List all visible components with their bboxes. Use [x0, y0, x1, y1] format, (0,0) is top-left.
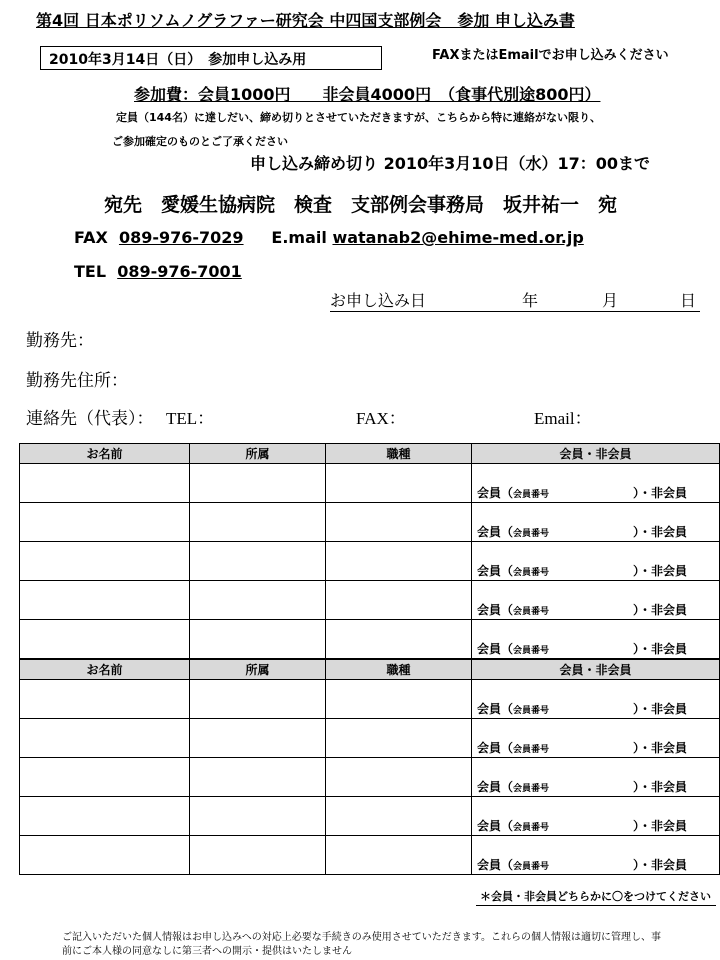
membership-cell[interactable]	[472, 719, 720, 758]
table-row	[20, 719, 720, 758]
tel-number: 089-976-7001	[117, 262, 242, 281]
membership-cell[interactable]	[472, 797, 720, 836]
workplace-address-field[interactable]: 勤務先住所：	[26, 371, 128, 391]
table-header-row	[20, 660, 720, 680]
name-cell[interactable]	[20, 542, 190, 581]
member-option: 会員（	[477, 603, 514, 617]
affiliation-cell[interactable]	[190, 680, 326, 719]
membership-cell[interactable]	[472, 542, 720, 581]
occupation-cell[interactable]	[326, 758, 472, 797]
non-member-option: ）・非会員	[633, 525, 688, 539]
contact-tel-label: TEL：	[166, 409, 215, 428]
membership-cell[interactable]	[472, 758, 720, 797]
name-cell[interactable]	[20, 503, 190, 542]
occupation-cell[interactable]	[326, 581, 472, 620]
table-row	[20, 797, 720, 836]
event-date-box: 2010年3月14日（日） 参加申し込み用	[40, 46, 382, 70]
destination: 宛先 愛媛生協病院 検査 支部例会事務局 坂井祐一 宛	[104, 194, 618, 216]
month-label: 月	[602, 291, 619, 310]
table-row	[20, 464, 720, 503]
application-date-label: お申し込み日	[330, 291, 427, 310]
table-header-row	[20, 444, 720, 464]
member-footnote: ＊会員・非会員どちらかに〇をつけてください	[476, 888, 716, 906]
tel-label: TEL	[74, 262, 107, 281]
non-member-option: ）・非会員	[633, 741, 688, 755]
occupation-cell[interactable]	[326, 719, 472, 758]
non-member-option: ）・非会員	[633, 780, 688, 794]
contact-label: 連絡先（代表）：	[26, 409, 154, 429]
table-row	[20, 503, 720, 542]
fax-email-row	[74, 228, 584, 247]
member-number-label: 会員番号	[513, 784, 550, 794]
registration-table-1	[19, 443, 720, 659]
name-cell[interactable]	[20, 758, 190, 797]
column-header: 職種	[326, 444, 472, 464]
email-label: E.mail	[271, 228, 327, 247]
occupation-cell[interactable]	[326, 797, 472, 836]
name-cell[interactable]	[20, 680, 190, 719]
member-number-label: 会員番号	[513, 823, 550, 833]
table-row	[20, 581, 720, 620]
member-number-label: 会員番号	[513, 568, 550, 578]
affiliation-cell[interactable]	[190, 719, 326, 758]
member-number-label: 会員番号	[513, 529, 550, 539]
membership-cell[interactable]	[472, 464, 720, 503]
submission-method-note: FAXまたはEmailでお申し込みください	[432, 48, 669, 63]
column-header: 職種	[326, 660, 472, 680]
occupation-cell[interactable]	[326, 464, 472, 503]
non-member-option: ）・非会員	[633, 486, 688, 500]
table-row	[20, 836, 720, 875]
member-number-label: 会員番号	[513, 490, 550, 500]
member-number-label: 会員番号	[513, 745, 550, 755]
fax-number: 089-976-7029	[118, 228, 244, 247]
member-option: 会員（	[477, 819, 514, 833]
column-header: 会員・非会員	[472, 660, 720, 680]
affiliation-cell[interactable]	[190, 836, 326, 875]
name-cell[interactable]	[20, 719, 190, 758]
non-member-option: ）・非会員	[633, 564, 688, 578]
fax-label: FAX	[74, 228, 108, 247]
contact-field[interactable]	[26, 404, 626, 428]
affiliation-cell[interactable]	[190, 797, 326, 836]
column-header: 所属	[190, 444, 326, 464]
contact-fax-label: FAX：	[356, 409, 406, 428]
member-number-label: 会員番号	[513, 607, 550, 617]
non-member-option: ）・非会員	[633, 819, 688, 833]
member-option: 会員（	[477, 780, 514, 794]
member-option: 会員（	[477, 858, 514, 872]
tel-row	[74, 262, 242, 281]
year-label: 年	[522, 291, 539, 310]
registration-table-2	[19, 659, 720, 875]
non-member-option: ）・非会員	[633, 858, 688, 872]
column-header: お名前	[20, 444, 190, 464]
column-header: 会員・非会員	[472, 444, 720, 464]
name-cell[interactable]	[20, 836, 190, 875]
affiliation-cell[interactable]	[190, 620, 326, 659]
occupation-cell[interactable]	[326, 542, 472, 581]
affiliation-cell[interactable]	[190, 758, 326, 797]
membership-cell[interactable]	[472, 581, 720, 620]
non-member-option: ）・非会員	[633, 642, 688, 656]
membership-cell[interactable]	[472, 680, 720, 719]
member-option: 会員（	[477, 525, 514, 539]
capacity-note-line1: 定員（144名）に達しだい、締め切りとさせていただきますが、こちらから特に連絡がない限り、	[116, 111, 601, 124]
occupation-cell[interactable]	[326, 680, 472, 719]
affiliation-cell[interactable]	[190, 542, 326, 581]
table-row	[20, 620, 720, 659]
affiliation-cell[interactable]	[190, 581, 326, 620]
day-label: 日	[680, 291, 697, 310]
occupation-cell[interactable]	[326, 836, 472, 875]
member-number-label: 会員番号	[513, 862, 550, 872]
member-number-label: 会員番号	[513, 646, 550, 656]
participation-fee: 参加費：会員1000円 非会員4000円 （食事代別途800円）	[134, 85, 601, 104]
email-address[interactable]: watanab2@ehime-med.or.jp	[332, 228, 584, 247]
member-option: 会員（	[477, 702, 514, 716]
name-cell[interactable]	[20, 464, 190, 503]
column-header: 所属	[190, 660, 326, 680]
member-option: 会員（	[477, 642, 514, 656]
column-header: お名前	[20, 660, 190, 680]
workplace-field[interactable]: 勤務先：	[26, 331, 94, 351]
affiliation-cell[interactable]	[190, 503, 326, 542]
membership-cell[interactable]	[472, 503, 720, 542]
privacy-notice-line2: 前にご本人様の同意なしに第三者への開示・提供はいたしません	[62, 946, 352, 957]
page-title: 第4回 日本ポリソムノグラファー研究会 中四国支部例会 参加 申し込み書	[36, 11, 575, 30]
member-option: 会員（	[477, 741, 514, 755]
occupation-cell[interactable]	[326, 503, 472, 542]
member-number-label: 会員番号	[513, 706, 550, 716]
application-date-field[interactable]	[330, 288, 700, 312]
name-cell[interactable]	[20, 620, 190, 659]
member-option: 会員（	[477, 564, 514, 578]
table-row	[20, 680, 720, 719]
non-member-option: ）・非会員	[633, 702, 688, 716]
member-option: 会員（	[477, 486, 514, 500]
name-cell[interactable]	[20, 797, 190, 836]
privacy-notice-line1: ご記入いただいた個人情報はお申し込みへの対応上必要な手続きのみ使用させていただきます。これらの個人情報は適切に管理し、事	[62, 932, 661, 943]
table-row	[20, 758, 720, 797]
membership-cell[interactable]	[472, 620, 720, 659]
affiliation-cell[interactable]	[190, 464, 326, 503]
contact-email-label: Email：	[534, 409, 592, 428]
membership-cell[interactable]	[472, 836, 720, 875]
capacity-note-line2: ご参加確定のものとご了承ください	[112, 135, 288, 148]
name-cell[interactable]	[20, 581, 190, 620]
deadline: 申し込み締め切り 2010年3月10日（水）17：00まで	[250, 154, 651, 173]
non-member-option: ）・非会員	[633, 603, 688, 617]
table-row	[20, 542, 720, 581]
occupation-cell[interactable]	[326, 620, 472, 659]
